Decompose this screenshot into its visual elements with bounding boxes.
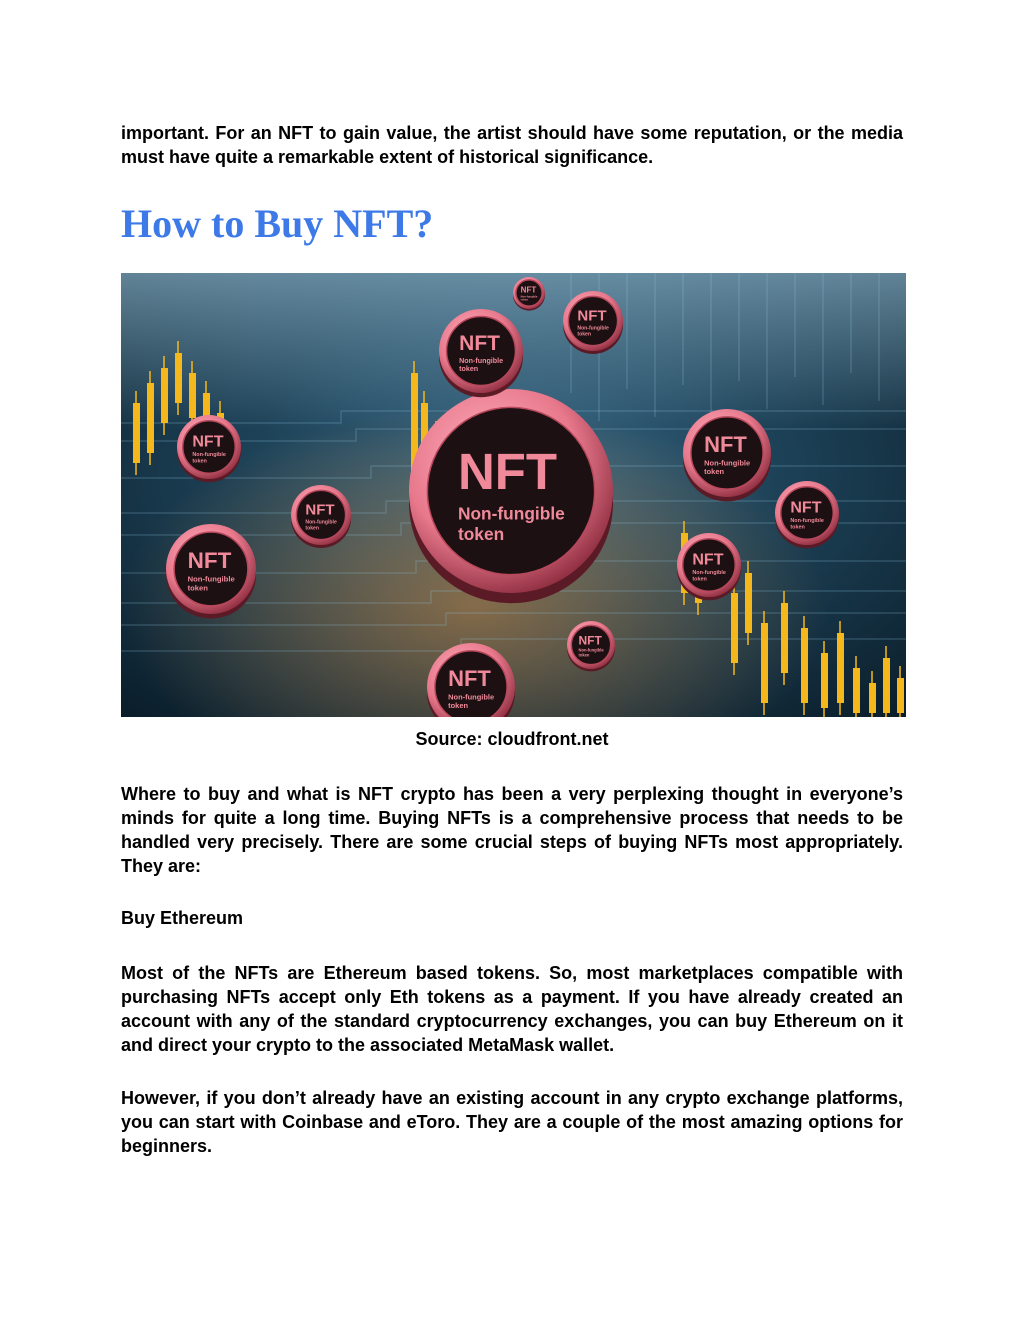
coin-title: NFT	[704, 432, 747, 458]
coin-subtitle: token	[187, 583, 208, 593]
coin-title: NFT	[192, 433, 224, 451]
coin-subtitle: token	[457, 523, 505, 544]
candle-body	[761, 623, 768, 703]
candle-body	[883, 658, 890, 713]
candle-body	[189, 373, 196, 418]
coin-title: NFT	[577, 307, 607, 325]
paragraph-exchange-platforms: However, if you don’t already have an existing account in any crypto exchange platforms, you can start with Coinbase and eToro. They are a couple of the most amazing options for beginners.	[121, 1088, 903, 1156]
candle-body	[175, 353, 182, 403]
coin-subtitle: token	[704, 467, 725, 477]
candle-body	[897, 678, 904, 713]
coin-title: NFT	[790, 499, 822, 517]
coin-subtitle: Non-fungible	[448, 692, 495, 702]
coin-subtitle: token	[520, 298, 528, 302]
candle-body	[731, 593, 738, 663]
candle-body	[869, 683, 876, 713]
coin-title: NFT	[187, 548, 232, 574]
subheading-buy-ethereum: Buy Ethereum	[121, 908, 244, 928]
intro-paragraph: important. For an NFT to gain value, the artist should have some reputation, or the media must have quite a remarkable extent of historical significance.	[121, 123, 903, 167]
nft-coin	[563, 291, 623, 354]
nft-illustration	[121, 273, 906, 717]
nft-coin	[775, 481, 839, 548]
coin-title: NFT	[692, 551, 724, 569]
coin-subtitle: Non-fungible	[305, 519, 337, 526]
candle-body	[781, 603, 788, 673]
candle-body	[801, 628, 808, 703]
coin-subtitle: token	[459, 365, 479, 374]
candle-body	[853, 668, 860, 713]
paragraph-where-to-buy: Where to buy and what is NFT crypto has been a very perplexing thought in everyone’s minds for quite a long time. Buying NFTs is a comprehensive process that needs to be handled very precisely. There are some crucial steps of buying NFTs most appropriately. They are:	[121, 784, 903, 876]
coin-title: NFT	[457, 442, 558, 500]
coin-subtitle: Non-fungible	[457, 503, 565, 524]
nft-coin	[291, 485, 351, 548]
nft-coin	[513, 277, 545, 311]
coin-subtitle: token	[692, 576, 707, 583]
coin-subtitle: Non-fungible	[459, 356, 504, 365]
candle-body	[133, 403, 140, 463]
candle-body	[837, 633, 844, 703]
nft-coin	[177, 415, 241, 482]
coin-title: NFT	[305, 501, 335, 519]
coin-subtitle: token	[192, 458, 207, 465]
image-caption: Source: cloudfront.net	[415, 729, 609, 749]
nft-coin	[567, 621, 615, 671]
coin-title: NFT	[520, 285, 537, 295]
coin-subtitle: Non-fungible	[520, 295, 538, 299]
nft-coin	[166, 524, 256, 619]
coin-subtitle: token	[578, 652, 590, 658]
nft-coin	[439, 309, 523, 397]
coin-subtitle: Non-fungible	[704, 458, 751, 468]
coin-subtitle: Non-fungible	[187, 574, 235, 584]
coin-subtitle: Non-fungible	[692, 569, 726, 576]
main-nft-coin	[409, 389, 613, 603]
coin-title: NFT	[459, 332, 500, 356]
candle-body	[161, 368, 168, 423]
candle-body	[821, 653, 828, 708]
coin-subtitle: token	[790, 524, 805, 531]
coin-subtitle: Non-fungible	[192, 451, 226, 458]
coin-subtitle: Non-fungible	[577, 325, 609, 332]
coin-title: NFT	[448, 666, 491, 692]
coin-subtitle: token	[305, 525, 319, 532]
paragraph-ethereum-tokens: Most of the NFTs are Ethereum based tokens. So, most marketplaces compatible with purchasing NFTs accept only Eth tokens as a payment. If you have already created an account with any of the standard cryptocurrency exchanges, you can buy Ethereum on it and direct your crypto to the associated MetaMask wallet.	[121, 963, 903, 1055]
coin-title: NFT	[578, 633, 602, 648]
coin-subtitle: Non-fungible	[578, 647, 604, 653]
candle-body	[745, 573, 752, 633]
candle-body	[147, 383, 154, 453]
nft-coin	[677, 533, 741, 600]
coin-subtitle: token	[577, 331, 591, 338]
section-heading: How to Buy NFT?	[121, 201, 434, 246]
coin-subtitle: token	[448, 701, 469, 711]
coin-subtitle: Non-fungible	[790, 517, 824, 524]
nft-coin	[683, 409, 771, 501]
